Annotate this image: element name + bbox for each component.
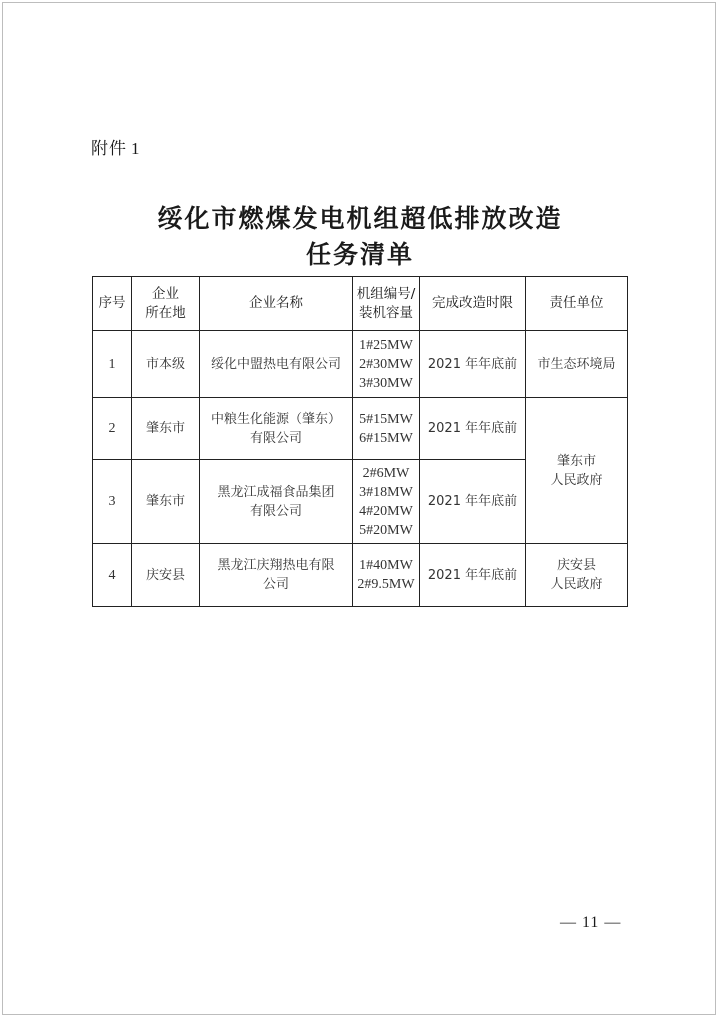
company-name-line: 中粮生化能源（肇东）: [210, 411, 341, 427]
unit-line: 5#15MW: [359, 411, 413, 427]
unit-line: 1#25MW: [359, 337, 413, 353]
cell-responsible: [526, 544, 628, 607]
header-unit-capacity: [353, 277, 420, 331]
attachment-label: [91, 134, 141, 159]
cell-location: 市本级: [132, 331, 200, 398]
unit-line: 6#15MW: [359, 430, 413, 446]
responsible-line: 肇东市: [556, 453, 596, 469]
company-name-line: 黑龙江庆翔热电有限: [217, 558, 335, 573]
responsible-line: 庆安县: [556, 558, 596, 573]
cell-units: [353, 398, 420, 460]
header-unit-line-2: 装机容量: [359, 304, 413, 321]
cell-units: [353, 460, 420, 544]
cell-deadline: 2021 年年底前: [420, 460, 526, 544]
header-unit-line-1: 机组编号/: [356, 285, 416, 302]
page-number: — 11 —: [560, 914, 622, 931]
cell-responsible: [526, 331, 628, 398]
cell-deadline: 2021 年年底前: [420, 398, 526, 460]
cell-location: 庆安县: [132, 544, 200, 607]
header-deadline: 完成改造时限: [420, 277, 526, 331]
company-name-line: 公司: [262, 577, 289, 592]
header-location: [132, 277, 200, 331]
company-name-line: 绥化中盟热电有限公司: [210, 356, 341, 372]
cell-seq: 4: [93, 544, 132, 607]
responsible-line: 人民政府: [550, 472, 603, 488]
cell-seq: 2: [93, 398, 132, 460]
company-name-line: 黑龙江成福食品集团: [217, 484, 335, 500]
cell-location: 肇东市: [132, 398, 200, 460]
cell-deadline: 2021 年年底前: [420, 331, 526, 398]
company-name-line: 有限公司: [249, 503, 302, 519]
cell-deadline: 2021 年年底前: [420, 544, 526, 607]
attachment-number: 1: [131, 139, 141, 158]
cell-company-name: [200, 460, 353, 544]
table-row: [93, 544, 628, 607]
header-location-line-2: 所在地: [145, 304, 186, 321]
header-location-line-1: 企业: [152, 285, 179, 302]
task-table: [92, 276, 628, 607]
document-title-line-1: 绥化市燃煤发电机组超低排放改造: [157, 204, 563, 233]
table-row: [93, 398, 628, 460]
header-company-name: 企业名称: [200, 277, 353, 331]
cell-seq: 3: [93, 460, 132, 544]
attachment-text: 附件: [91, 139, 127, 159]
unit-line: 1#40MW: [359, 558, 413, 573]
header-responsible: 责任单位: [526, 277, 628, 331]
unit-line: 2#9.5MW: [357, 577, 415, 592]
document-title-line-2: 任务清单: [305, 240, 414, 269]
cell-company-name: [200, 331, 353, 398]
cell-location: 肇东市: [132, 460, 200, 544]
cell-responsible: [526, 398, 628, 544]
table-row: [93, 331, 628, 398]
unit-line: 2#6MW: [362, 465, 410, 481]
cell-company-name: [200, 398, 353, 460]
unit-line: 2#30MW: [359, 356, 413, 372]
responsible-line: 市生态环境局: [537, 356, 616, 372]
cell-units: [353, 544, 420, 607]
unit-line: 4#20MW: [359, 503, 413, 519]
unit-line: 3#18MW: [359, 484, 413, 500]
unit-line: 5#20MW: [359, 522, 413, 538]
company-name-line: 有限公司: [249, 430, 302, 446]
cell-seq: 1: [93, 331, 132, 398]
unit-line: 3#30MW: [359, 375, 413, 391]
header-seq: 序号: [93, 277, 132, 331]
cell-units: [353, 331, 420, 398]
table-header-row: [93, 277, 628, 331]
responsible-line: 人民政府: [550, 577, 603, 592]
cell-company-name: [200, 544, 353, 607]
